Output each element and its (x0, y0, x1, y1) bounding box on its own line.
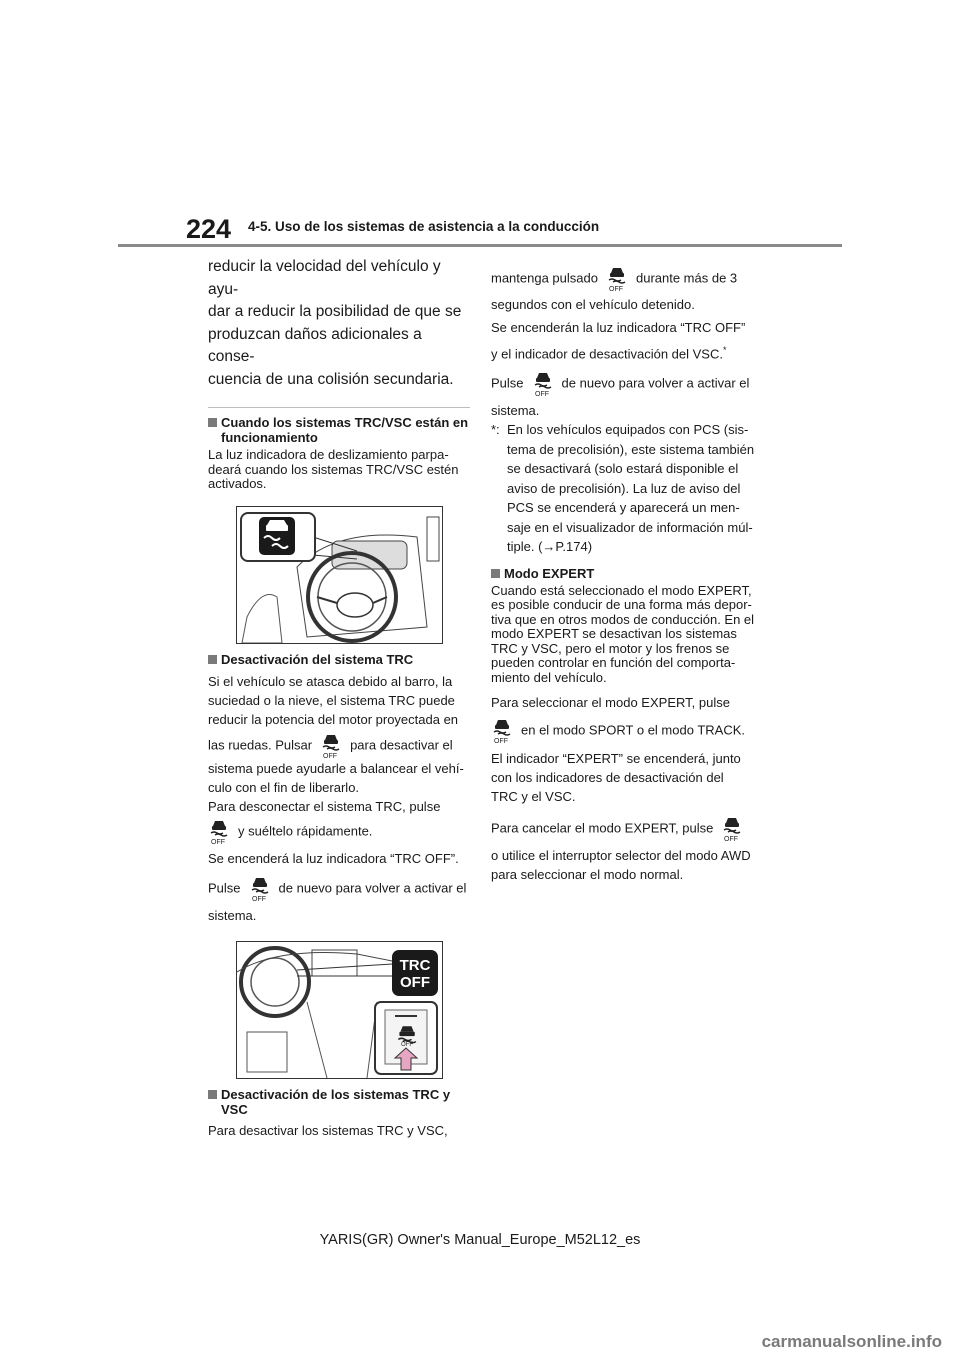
intro-line: reducir la velocidad del vehículo y ayu- (208, 258, 441, 298)
body-line: Cuando está seleccionado el modo EXPERT, (491, 582, 752, 598)
body-line: sistema puede ayudarle a balancear el vehí- (208, 760, 464, 776)
svg-text:TRC: TRC (399, 956, 431, 974)
body-line: reducir la potencia del motor proyectada en (208, 711, 459, 727)
body-line: sistema. (491, 403, 540, 419)
body-line: suciedad o la nieve, el sistema TRC puede (208, 692, 455, 708)
body-line: culo con el fin de liberarlo. (208, 779, 360, 795)
section-heading-trc-vsc-off: Desactivación de los sistemas TRC y VSC (208, 1087, 470, 1117)
trc-off-switch-icon (721, 816, 743, 842)
body-line: TRC y VSC, pero el motor y los frenos se (491, 640, 730, 656)
body-line: Si el vehículo se atasca debido al barro, la (208, 673, 453, 689)
body-line: pueden controlar en función del comporta- (491, 655, 736, 671)
trc-off-switch-icon (491, 718, 513, 744)
body-line: Para cancelar el modo EXPERT, pulse OFF (491, 816, 757, 842)
body-line: La luz indicadora de deslizamiento parpa- (208, 447, 449, 462)
watermark: carmanualsonline.info (761, 1332, 942, 1351)
square-bullet-icon (208, 418, 217, 427)
footer-manual-id: YARIS(GR) Owner's Manual_Europe_M52L12_es (319, 1232, 641, 1248)
body-line: deará cuando los sistemas TRC/VSC estén (208, 461, 459, 477)
svg-text:OFF: OFF (494, 738, 508, 745)
body-line: es posible conducir de una forma más depor- (491, 597, 752, 613)
trc-off-illustration (236, 941, 443, 1079)
body-line: sistema. (208, 907, 257, 923)
section-heading-trc-vsc: Cuando los sistemas TRC/VSC están en funcionamiento (208, 415, 470, 445)
body-line: mantenga pulsado OFF durante más de 3 (491, 266, 757, 292)
intro-line: produzcan daños adicionales a conse- (208, 325, 422, 365)
svg-text:OFF: OFF (534, 391, 549, 398)
body-line: El indicador “EXPERT” se encenderá, junto (491, 751, 741, 767)
body-line: Pulse OFF de nuevo para volver a activar el (208, 876, 470, 902)
square-bullet-icon (491, 569, 500, 578)
trc-off-switch-icon (249, 876, 271, 902)
body-line: Para desactivar los sistemas TRC y VSC, (208, 1122, 448, 1138)
body-line: Se encenderá la luz indicadora “TRC OFF”. (208, 850, 459, 866)
square-bullet-icon (208, 655, 217, 664)
body-line: TRC y el VSC. (491, 789, 576, 805)
body-line: miento del vehículo. (491, 669, 607, 685)
header-rule (118, 244, 842, 247)
body-line: OFF en el modo SPORT o el modo TRACK. (491, 718, 757, 744)
square-bullet-icon (208, 1090, 217, 1099)
body-line: OFF y suéltelo rápidamente. (208, 819, 470, 845)
body-line: las ruedas. Pulsar OFF para desactivar el (208, 733, 470, 759)
svg-text:OFF: OFF (608, 286, 623, 292)
body-line: Se encenderán la luz indicadora “TRC OFF” (491, 320, 746, 335)
section-heading-trc-off: Desactivación del sistema TRC (208, 652, 470, 667)
intro-line: cuencia de una colisión secundaria. (208, 370, 454, 388)
page-reference-link[interactable]: tiple. (→P.174) (507, 539, 593, 555)
body-line: y el indicador de desactivación del VSC.* (491, 345, 727, 362)
svg-text:OFF: OFF (401, 1041, 413, 1048)
body-line: con los indicadores de desactivación del (491, 770, 724, 786)
svg-text:OFF: OFF (323, 752, 338, 759)
trc-off-switch-icon (208, 819, 230, 845)
body-line: activados. (208, 476, 267, 491)
svg-text:OFF: OFF (724, 836, 739, 843)
body-line: o utilice el interruptor selector del modo AWD (491, 848, 751, 864)
body-line: Pulse OFF de nuevo para volver a activar el (491, 371, 757, 397)
svg-text:OFF: OFF (211, 838, 225, 845)
page-number: 224 (186, 214, 232, 244)
body-line: Para seleccionar el modo EXPERT, pulse (491, 695, 730, 711)
left-column (208, 256, 470, 1140)
body-line: segundos con el vehículo detenido. (491, 297, 695, 312)
section-heading-expert: Modo EXPERT (491, 566, 757, 581)
divider (208, 407, 470, 408)
body-line: tiva que en otros modos de conducción. En el (491, 611, 755, 627)
svg-text:OFF: OFF (400, 973, 430, 991)
trc-off-switch-icon (606, 266, 628, 292)
section-title: 4-5. Uso de los sistemas de asistencia a la conducción (248, 219, 600, 234)
body-line: Para desconectar el sistema TRC, pulse (208, 798, 441, 814)
body-line: para seleccionar el modo normal. (491, 867, 684, 883)
slip-indicator-illustration (236, 506, 443, 644)
body-line: modo EXPERT se desactivan los sistemas (491, 626, 737, 642)
trc-off-switch-icon (532, 371, 554, 397)
footnote: *: En los vehículos equipados con PCS (sis- tema de precolisión), este sistema también se desactivará (solo estará disponible el aviso de precolisión). La luz de aviso del PCS se encenderá y aparecerá un men- saje en el visualizador de información múl- tiple. (→P.174) (491, 420, 757, 557)
svg-text:OFF: OFF (251, 895, 266, 902)
right-column (491, 266, 757, 884)
trc-off-switch-icon (320, 733, 342, 759)
intro-line: dar a reducir la posibilidad de que se (208, 303, 462, 320)
